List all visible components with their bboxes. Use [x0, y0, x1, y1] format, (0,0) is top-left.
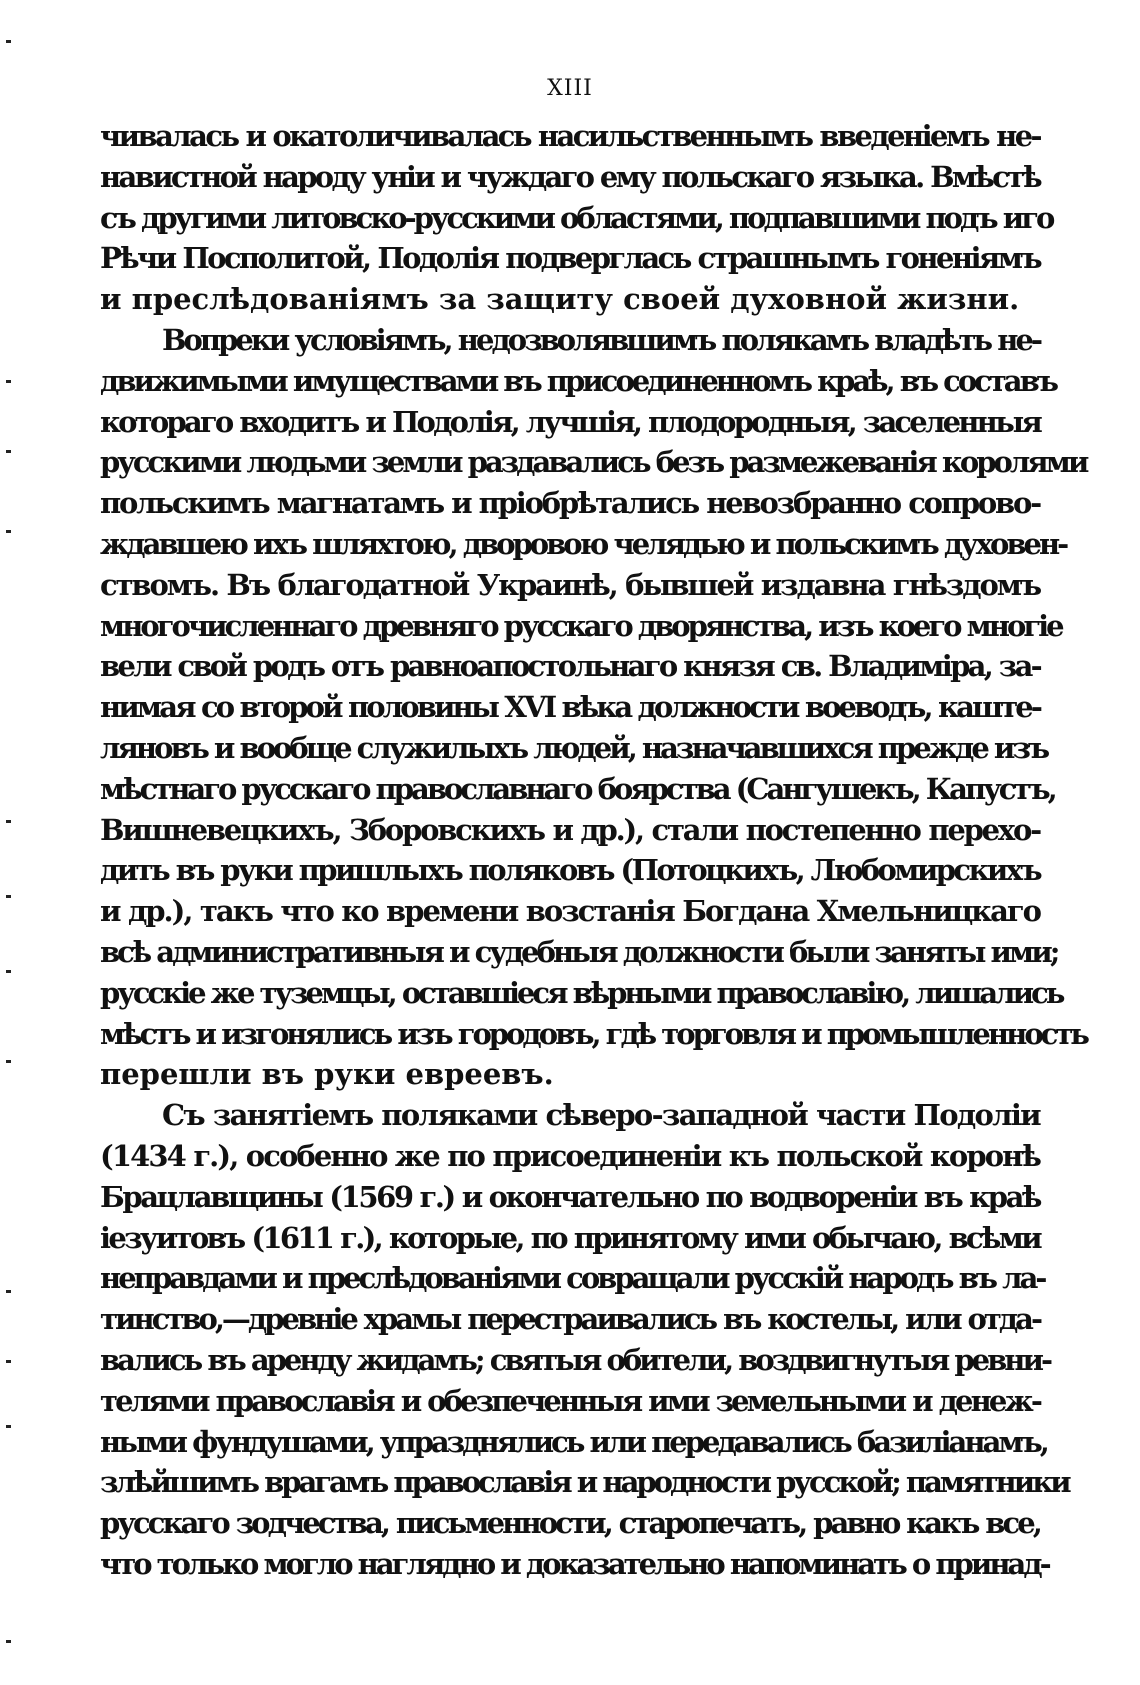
paragraph — [100, 320, 1087, 1095]
text-line: Брацлавщины (1569 г.) и окончательно по водвореніи въ краѣ — [100, 1179, 1040, 1214]
scan-mark — [6, 450, 11, 453]
text-line: и др.), такъ что ко времени возстанія Богдана Хмельницкаго — [100, 894, 1040, 929]
text-line: Вишневецкихъ, Зборовскихъ и др.), стали постепенно перехо- — [100, 812, 1040, 847]
scan-mark — [6, 895, 11, 898]
scan-mark — [6, 40, 11, 43]
text-line: русскіе же туземцы, оставшіеся вѣрными православію, лишались — [100, 975, 1063, 1010]
scan-mark — [6, 1360, 11, 1363]
text-line: и преслѣдованіямъ за защиту своей духовной жизни. — [100, 282, 1020, 317]
text-line: нимая со второй половины XVI вѣка должности воеводъ, каште- — [100, 690, 1040, 725]
text-line: ствомъ. Въ благодатной Украинѣ, бывшей издавна гнѣздомъ — [100, 567, 1040, 602]
text-line: ными фундушами, упразднялись или передавались базиліанамъ, — [100, 1424, 1047, 1459]
text-line: чивалась и окатоличивалась насильственнымъ введеніемъ не- — [100, 119, 1040, 153]
text-line: движимыми имуществами въ присоединенномъ краѣ, въ составъ — [100, 363, 1056, 398]
scan-mark — [6, 380, 11, 383]
text-line: тинство,—древніе храмы перестраивались въ костелы, или отда- — [100, 1302, 1040, 1337]
text-line: мѣстъ и изгонялись изъ городовъ, гдѣ торговля и промышленность — [100, 1016, 1087, 1051]
scan-mark — [6, 1640, 11, 1643]
text-line: (1434 г.), особенно же по присоединеніи къ польской коронѣ — [100, 1138, 1040, 1173]
scan-mark — [6, 1425, 11, 1428]
text-line: Рѣчи Посполитой, Подолія подверглась страшнымъ гоненіямъ — [100, 241, 1040, 276]
text-line: котораго входитъ и Подолія, лучшія, плодородныя, заселенныя — [100, 404, 1040, 439]
text-line: вели свой родъ отъ равноапостольнаго князя св. Владиміра, за- — [100, 649, 1040, 684]
scan-mark — [6, 970, 11, 973]
text-line: съ другими литовско-русскими областями, подпавшими подъ иго — [100, 200, 1053, 235]
scan-mark — [6, 1290, 11, 1293]
scan-mark — [6, 530, 11, 533]
text-line: многочисленнаго древняго русскаго дворянства, изъ коего многіе — [100, 608, 1062, 643]
body-text — [100, 116, 1087, 1585]
text-line: польскимъ магнатамъ и пріобрѣтались невозбранно сопрово- — [100, 486, 1040, 521]
text-line: ляновъ и вообще служилыхъ людей, назначавшихся прежде изъ — [100, 730, 1048, 765]
text-line: дить въ руки пришлыхъ поляковъ (Потоцкихъ, Любомирскихъ — [100, 853, 1041, 888]
text-line: злѣйшимъ врагамъ православія и народности русской; памятники — [100, 1465, 1069, 1500]
text-line: телями православія и обезпеченныя ими земельными и денеж- — [100, 1383, 1040, 1418]
text-line: Съ занятіемъ поляками сѣверо-западной части Подоліи — [162, 1098, 1040, 1133]
text-line: ждавшею ихъ шляхтою, дворовою челядью и польскимъ духовен- — [100, 526, 1067, 561]
scan-mark — [6, 820, 11, 823]
text-line: Вопреки условіямъ, недозволявшимъ полякамъ владѣть не- — [162, 322, 1040, 357]
text-line: мѣстнаго русскаго православнаго боярства (Сангушекъ, Капустъ, — [100, 771, 1055, 806]
paragraph — [100, 1095, 1069, 1585]
text-line: вались въ аренду жидамъ; святыя обители, воздвигнутыя ревни- — [100, 1342, 1051, 1377]
text-line: іезуитовъ (1611 г.), которые, по принятому ими обычаю, всѣми — [100, 1220, 1040, 1255]
text-line: русскаго зодчества, письменности, старопечать, равно какъ все, — [100, 1506, 1040, 1541]
paragraph — [100, 116, 1053, 320]
text-line: навистной народу уніи и чуждаго ему польскаго языка. Вмѣстѣ — [100, 159, 1040, 194]
text-line: неправдами и преслѣдованіями совращали русскій народъ въ ла- — [100, 1261, 1045, 1296]
page-number: XIII — [547, 76, 593, 101]
text-line: русскими людьми земли раздавались безъ размежеванія королями — [100, 445, 1087, 480]
text-line: перешли въ руки евреевъ. — [100, 1057, 554, 1092]
text-line: что только могло наглядно и доказательно напоминать о принад- — [100, 1546, 1049, 1581]
scan-mark — [6, 1060, 11, 1063]
text-line: всѣ административныя и судебныя должности были заняты ими; — [100, 934, 1058, 969]
